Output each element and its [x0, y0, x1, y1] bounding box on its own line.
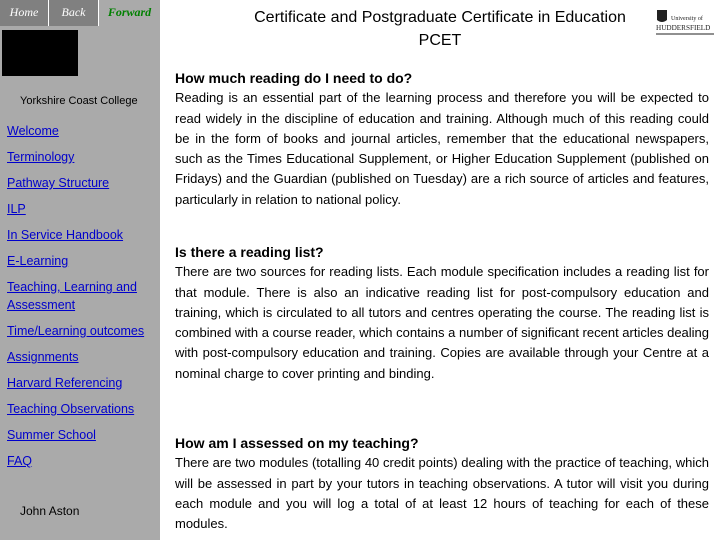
sidebar-link-assessment[interactable]: Assessment: [7, 298, 76, 312]
sidebar-link-faq[interactable]: FAQ: [7, 454, 33, 468]
university-crest-icon: [655, 8, 715, 42]
page-title: [210, 6, 670, 52]
home-button[interactable]: Home: [0, 0, 49, 26]
sidebar-link-summer-school[interactable]: Summer School: [7, 428, 96, 442]
sidebar-link-welcome[interactable]: Welcome: [7, 124, 59, 138]
logo-text-main: HUDDERSFIELD: [656, 24, 711, 32]
nav-bar: [0, 0, 160, 26]
sidebar-link-in-service-handbook[interactable]: In Service Handbook: [7, 228, 124, 242]
sidebar-link-harvard-referencing[interactable]: Harvard Referencing: [7, 376, 123, 390]
section-body: Reading is an essential part of the learning process and therefore you will be expected to read widely in the discipline of education and training. Although much of this reading could be in the form of books and journal articles, remember that the educational newspapers, such as the Times Educational Supplement, or Higher Education Supplement (published on Fridays) and the Guardian (published on Tuesday) are a rich source of articles and features, particularly in relation to national policy.: [175, 90, 709, 207]
section-reading-list: [175, 242, 709, 384]
title-line-2: PCET: [418, 32, 462, 49]
title-line-1: Certificate and Postgraduate Certificate in Education: [254, 9, 626, 26]
sidebar-link-e-learning[interactable]: E-Learning: [7, 254, 69, 268]
section-body: There are two modules (totalling 40 credit points) dealing with the practice of teaching, which will be assessed in part by your tutors in teaching observations. A tutor will visit you during each module and you will log a total of at least 12 hours of teaching for each of these modules.: [175, 455, 709, 532]
forward-button[interactable]: Forward: [99, 0, 160, 26]
section-heading: Is there a reading list?: [175, 244, 324, 260]
sidebar-link-pathway-structure[interactable]: Pathway Structure: [7, 176, 110, 190]
sidebar-link-teaching-learning[interactable]: Teaching, Learning and: [7, 280, 137, 294]
logo-text-top: University of: [671, 16, 703, 22]
sidebar-link-ilp[interactable]: ILP: [7, 202, 26, 216]
section-assessment: [175, 433, 709, 534]
back-button[interactable]: Back: [49, 0, 99, 26]
sidebar-link-terminology[interactable]: Terminology: [7, 150, 75, 164]
college-name: Yorkshire Coast College: [20, 95, 138, 107]
section-reading: [175, 68, 709, 210]
section-heading: How much reading do I need to do?: [175, 70, 413, 86]
college-logo: [2, 30, 78, 76]
university-logo: [655, 8, 715, 42]
sidebar-link-teaching-observations[interactable]: Teaching Observations: [7, 402, 135, 416]
sidebar-link-time-learning-outcomes[interactable]: Time/Learning outcomes: [7, 324, 145, 338]
author-name: John Aston: [20, 504, 80, 518]
section-heading: How am I assessed on my teaching?: [175, 435, 419, 451]
section-body: There are two sources for reading lists. Each module specification includes a reading list for that module. There is also an indicative reading list for post-compulsory education and training, which is circulated to all tutors and centres operating the course. The reading list is combined with a course reader, which contains a number of significant recent articles dealing with post-compulsory education and training. Copies are available through your Centre at a nominal charge to cover printing and binding.: [175, 264, 710, 381]
sidebar-link-assignments[interactable]: Assignments: [7, 350, 79, 364]
